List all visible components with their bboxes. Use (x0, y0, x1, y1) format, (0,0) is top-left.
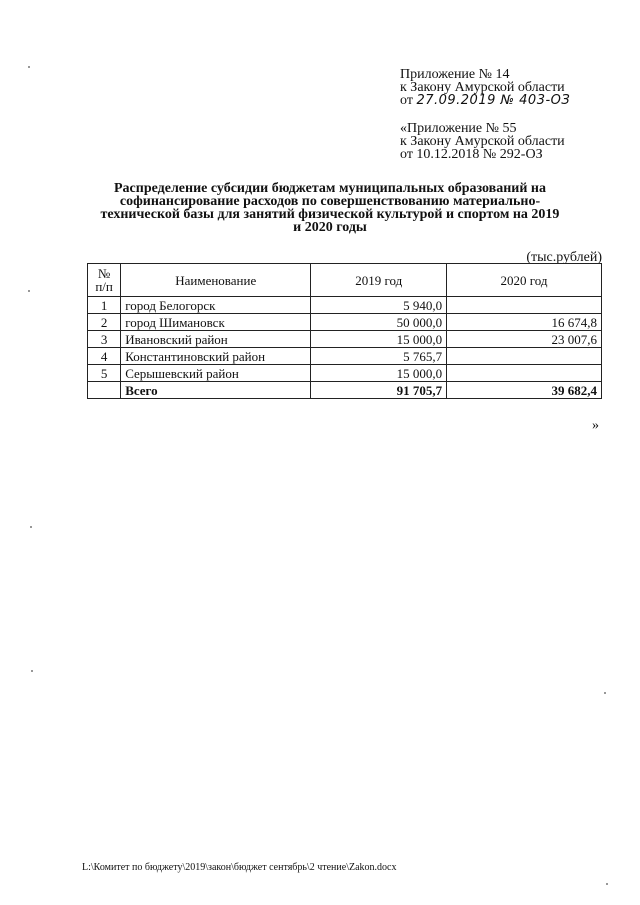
appendix-current-header (400, 68, 620, 107)
header-name: Наименование (121, 264, 311, 297)
row-name: Константиновский район (121, 348, 311, 365)
subsidy-table (87, 263, 602, 399)
table-row (88, 348, 602, 365)
table-row (88, 365, 602, 382)
row-2019-value: 15 000,0 (311, 331, 447, 348)
row-number: 4 (88, 348, 121, 365)
row-2019-value: 50 000,0 (311, 314, 447, 331)
appendix-current-law: к Закону Амурской области (400, 80, 565, 95)
row-2019-value: 15 000,0 (311, 365, 447, 382)
table-row (88, 331, 602, 348)
total-2019-value: 91 705,7 (311, 382, 447, 399)
total-2020-value: 39 682,4 (447, 382, 602, 399)
row-name: Ивановский район (121, 331, 311, 348)
document-title (95, 182, 565, 234)
appendix-previous-header (400, 122, 620, 161)
title-line-2: софинансирование расходов по совершенствованию материально- (119, 194, 541, 209)
total-number-cell (88, 382, 121, 399)
appendix-previous-law: к Закону Амурской области (400, 134, 565, 149)
row-2020-value: 23 007,6 (447, 331, 602, 348)
scan-speck (28, 290, 30, 292)
row-number: 3 (88, 331, 121, 348)
scan-speck (28, 66, 30, 68)
header-number-abbrev: п/п (95, 279, 113, 294)
row-name: город Шимановск (121, 314, 311, 331)
scan-speck (606, 883, 608, 885)
table-header-row (88, 264, 602, 297)
units-label: (тыс.рублей) (526, 250, 602, 265)
row-2020-value (447, 297, 602, 314)
table-row (88, 314, 602, 331)
total-label: Всего (121, 382, 311, 399)
scan-speck (30, 526, 32, 528)
appendix-current-date-prefix: от (400, 93, 413, 108)
appendix-current-number: Приложение № 14 (400, 67, 510, 82)
title-line-4: и 2020 годы (293, 220, 367, 235)
row-name: Серышевский район (121, 365, 311, 382)
appendix-current-handwritten-date: 27.09.2019 № 403-ОЗ (416, 93, 571, 108)
row-name: город Белогорск (121, 297, 311, 314)
footer-file-path: L:\Комитет по бюджету\2019\закон\бюджет сентябрь\2 чтение\Zakon.docx (82, 862, 397, 873)
header-2020: 2020 год (447, 264, 602, 297)
row-number: 1 (88, 297, 121, 314)
scan-speck (31, 670, 33, 672)
table-total-row (88, 382, 602, 399)
header-number-sign: № (97, 266, 111, 281)
appendix-previous-number: «Приложение № 55 (400, 121, 517, 136)
scan-speck (604, 692, 606, 694)
header-number (88, 264, 121, 297)
row-2020-value (447, 348, 602, 365)
appendix-current-date-line (400, 94, 620, 107)
row-number: 5 (88, 365, 121, 382)
appendix-previous-date: от 10.12.2018 № 292-ОЗ (400, 147, 543, 162)
row-2020-value (447, 365, 602, 382)
header-2019: 2019 год (311, 264, 447, 297)
title-line-1: Распределение субсидии бюджетам муниципальных образований на (114, 181, 546, 196)
row-2019-value: 5 765,7 (311, 348, 447, 365)
row-number: 2 (88, 314, 121, 331)
closing-quote: » (592, 418, 599, 433)
row-2020-value: 16 674,8 (447, 314, 602, 331)
table-row (88, 297, 602, 314)
title-line-3: технической базы для занятий физической культурой и спортом на 2019 (100, 207, 560, 222)
row-2019-value: 5 940,0 (311, 297, 447, 314)
